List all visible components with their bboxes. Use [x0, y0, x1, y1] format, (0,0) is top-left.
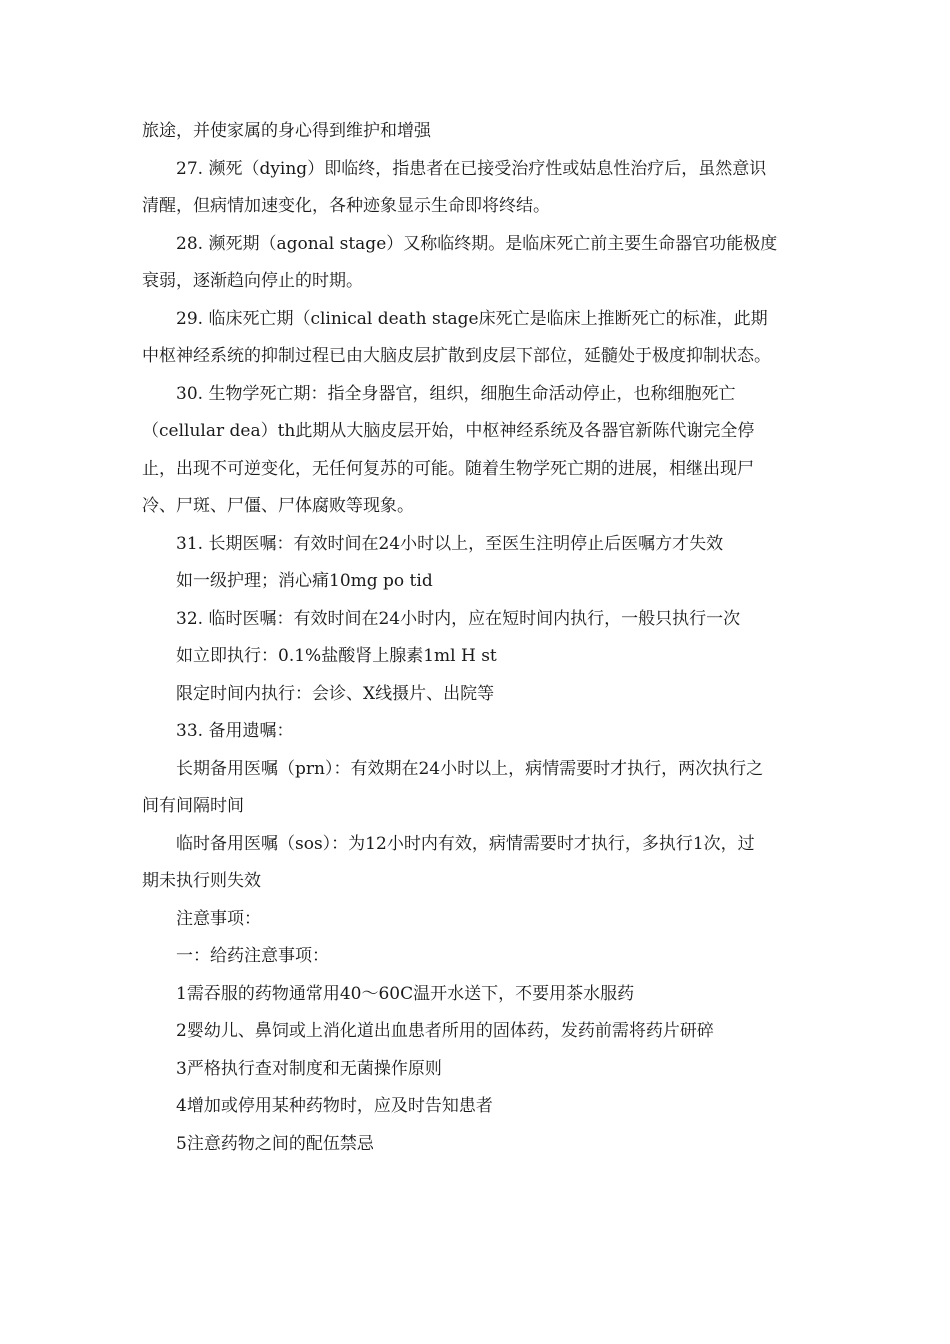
text-line: 间有间隔时间 — [142, 796, 244, 816]
text-line: 32. 临时医嘱：有效时间在24小时内，应在短时间内执行，一般只执行一次 — [176, 608, 741, 629]
text-line: 衰弱，逐渐趋向停止的时期。 — [142, 271, 363, 291]
text-line: 注意事项： — [176, 908, 261, 929]
text-line: 一：给药注意事项： — [176, 946, 329, 966]
text-line: 长期备用医嘱（prn）：有效期在24小时以上，病情需要时才执行，两次执行之 — [176, 758, 764, 779]
text-line: 清醒，但病情加速变化，各种迹象显示生命即将终结。 — [142, 196, 550, 216]
text-line: 限定时间内执行：会诊、X线摄片、出院等 — [176, 683, 495, 704]
text-line: 期未执行则失效 — [142, 871, 261, 891]
text-line: 4增加或停用某种药物时，应及时告知患者 — [176, 1096, 493, 1116]
text-line: 1需吞服的药物通常用40〜60C温开水送下，不要用茶水服药 — [176, 983, 635, 1004]
text-line: 冷、尸斑、尸僵、尸体腐败等现象。 — [142, 496, 414, 516]
text-line: （cellular dea）th此期从大脑皮层开始，中枢神经系统及各器官新陈代谢完全停 — [142, 421, 755, 441]
text-line: 2婴幼儿、鼻饲或上消化道出血患者所用的固体药，发药前需将药片研碎 — [176, 1021, 714, 1041]
text-line: 3严格执行查对制度和无菌操作原则 — [176, 1058, 442, 1079]
text-line: 33. 备用遗嘱： — [176, 721, 294, 741]
text-line: 旅途，并使家属的身心得到维护和增强 — [142, 121, 431, 141]
text-line: 如一级护理；消心痛10mg po tid — [176, 571, 433, 591]
text-line: 30. 生物学死亡期：指全身器官，组织，细胞生命活动停止，也称细胞死亡 — [176, 383, 736, 404]
text-line: 临时备用医嘱（sos）：为12小时内有效，病情需要时才执行，多执行1次，过 — [176, 833, 755, 854]
text-line: 止，出现不可逆变化，无任何复苏的可能。随着生物学死亡期的进展，相继出现尸 — [142, 458, 754, 479]
text-line: 如立即执行：0.1%盐酸肾上腺素1ml H st — [176, 646, 497, 666]
text-line: 中枢神经系统的抑制过程已由大脑皮层扩散到皮层下部位，延髓处于极度抑制状态。 — [142, 346, 771, 366]
document-body — [142, 113, 822, 1163]
text-line: 29. 临床死亡期（clinical death stage床死亡是临床上推断死亡的标准，此期 — [176, 308, 768, 329]
text-line: 31. 长期医嘱：有效时间在24小时以上，至医生注明停止后医嘱方才失效 — [176, 533, 724, 554]
text-line: 27. 濒死（dying）即临终，指患者在已接受治疗性或姑息性治疗后，虽然意识 — [176, 158, 767, 179]
text-line: 5注意药物之间的配伍禁忌 — [176, 1133, 374, 1154]
text-line: 28. 濒死期（agonal stage）又称临终期。是临床死亡前主要生命器官功能极度 — [176, 233, 778, 254]
